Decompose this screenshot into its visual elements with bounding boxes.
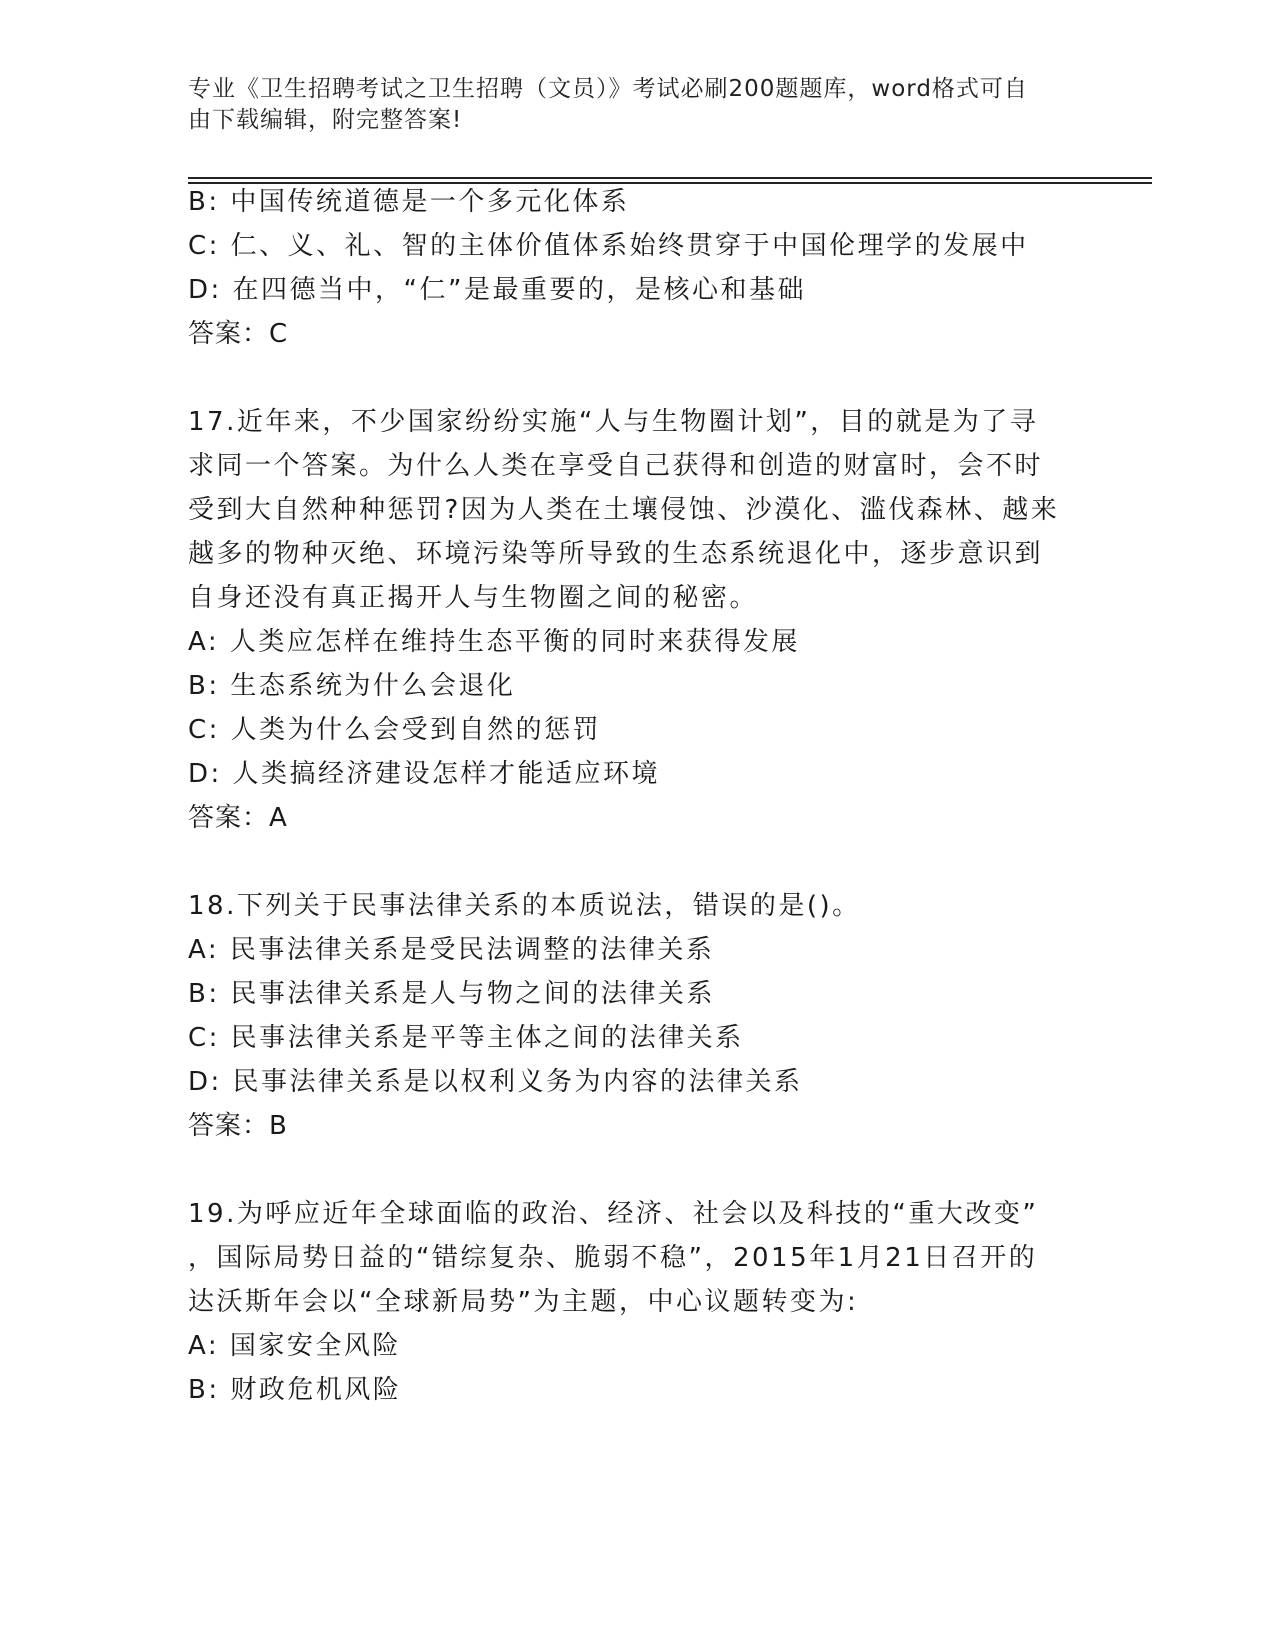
question-19-option-b: B: 财政危机风险 xyxy=(188,1375,402,1405)
question-17-text-line: 越多的物种灭绝、环境污染等所导致的生态系统退化中，逐步意识到 xyxy=(188,539,1044,569)
question-18-option-d: D: 民事法律关系是以权利义务为内容的法律关系 xyxy=(188,1067,803,1097)
question-17-option-a: A: 人类应怎样在维持生态平衡的同时来获得发展 xyxy=(188,627,800,657)
option-d-line: D: 在四德当中，“仁”是最重要的，是核心和基础 xyxy=(188,275,806,305)
question-19-text-line: 19.为呼应近年全球面临的政治、经济、社会以及科技的“重大改变” xyxy=(188,1199,1039,1229)
question-19-text-line: 达沃斯年会以“全球新局势”为主题，中心议题转变为: xyxy=(188,1287,859,1317)
question-17-option-b: B: 生态系统为什么会退化 xyxy=(188,671,516,701)
question-18-answer: 答案：B xyxy=(188,1111,288,1141)
header-line-2: 由下载编辑，附完整答案! xyxy=(188,107,463,133)
question-17-answer: 答案：A xyxy=(188,803,288,833)
answer-line: 答案：C xyxy=(188,319,289,349)
document-header xyxy=(188,74,1068,136)
question-17-text-line: 受到大自然种种惩罚?因为人类在土壤侵蚀、沙漠化、滥伐森林、越来 xyxy=(188,495,1060,525)
option-b-line: B: 中国传统道德是一个多元化体系 xyxy=(188,187,630,217)
question-19-text-line: ，国际局势日益的“错综复杂、脆弱不稳”，2015年1月21日召开的 xyxy=(188,1243,1038,1273)
header-rule-top xyxy=(188,177,1152,179)
question-18-text-line: 18.下列关于民事法律关系的本质说法，错误的是()。 xyxy=(188,891,861,921)
question-19-option-a: A: 国家安全风险 xyxy=(188,1331,401,1361)
header-line-1: 专业《卫生招聘考试之卫生招聘（文员）》考试必刷200题题库，word格式可自 xyxy=(188,76,1028,102)
question-18-option-c: C: 民事法律关系是平等主体之间的法律关系 xyxy=(188,1023,744,1053)
question-17-text-line: 17.近年来，不少国家纷纷实施“人与生物圈计划”，目的就是为了寻 xyxy=(188,407,1039,437)
question-18-option-a: A: 民事法律关系是受民法调整的法律关系 xyxy=(188,935,715,965)
header-rule-bottom xyxy=(188,182,1152,184)
question-17-option-c: C: 人类为什么会受到自然的惩罚 xyxy=(188,715,602,745)
question-17-text-line: 自身还没有真正揭开人与生物圈之间的秘密。 xyxy=(188,583,759,613)
option-c-line: C: 仁、义、礼、智的主体价值体系始终贯穿于中国伦理学的发展中 xyxy=(188,231,1029,261)
question-17-text-line: 求同一个答案。为什么人类在享受自己获得和创造的财富时，会不时 xyxy=(188,451,1044,481)
question-18-option-b: B: 民事法律关系是人与物之间的法律关系 xyxy=(188,979,715,1009)
question-17-option-d: D: 人类搞经济建设怎样才能适应环境 xyxy=(188,759,661,789)
